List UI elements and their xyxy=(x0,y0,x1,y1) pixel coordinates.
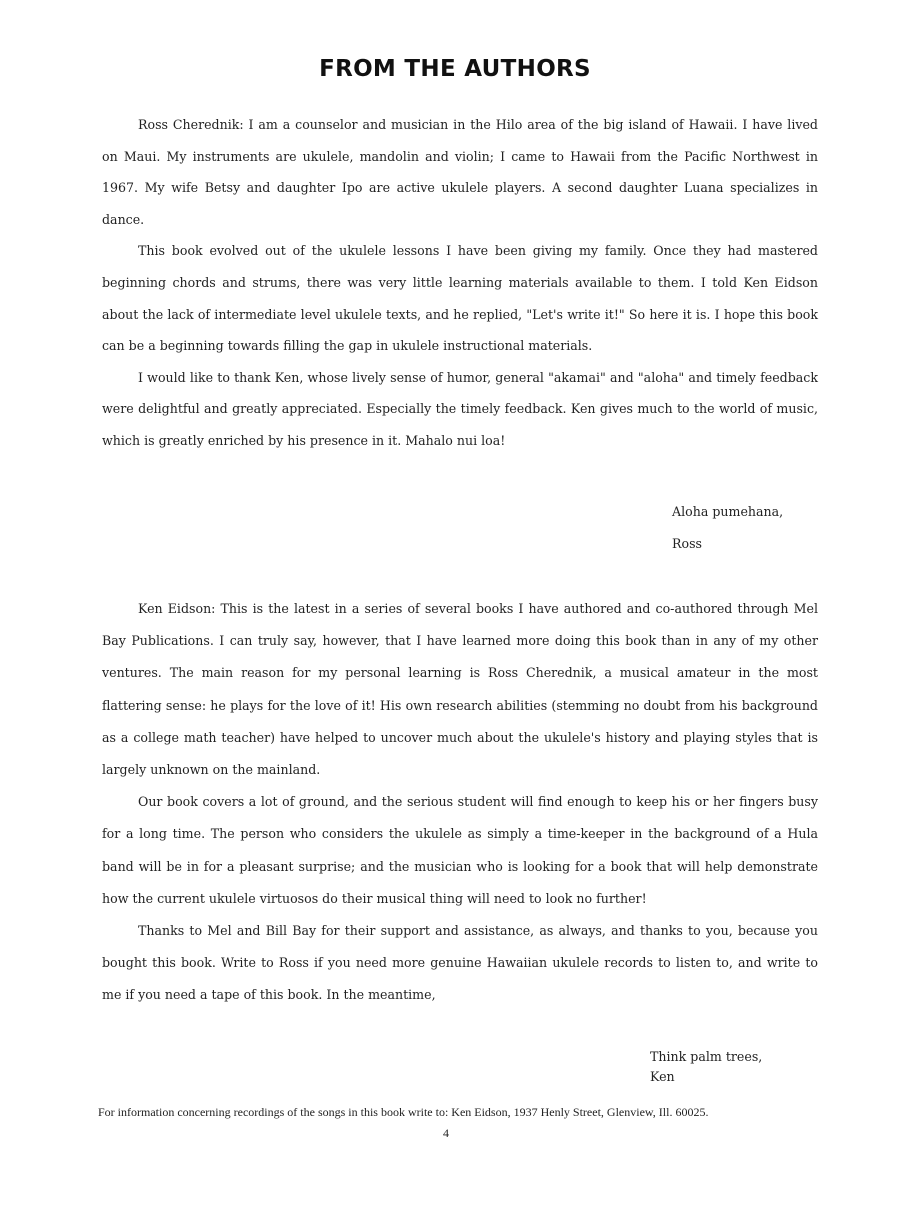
ken-paragraph-3: Thanks to Mel and Bill Bay for their support and assistance, as always, and thanks to you, because you bought this book. Write to Ross if you need more genuine Hawaiian ukulele records to listen to, and write to me if you need a tape of this book. In the meantime, xyxy=(102,923,818,1003)
ken-signature: Ken xyxy=(650,1069,675,1084)
page-title: FROM THE AUTHORS xyxy=(319,56,591,82)
ross-paragraph-3: I would like to thank Ken, whose lively sense of humor, general "akamai" and "aloha" and timely feedback were delightful and greatly appreciated. Especially the timely feedback. Ken gives much to the world of music, which is greatly enriched by his presence in it. Mahalo nui loa! xyxy=(102,369,818,448)
page-number: 4 xyxy=(443,1126,449,1140)
ken-closing: Think palm trees, xyxy=(650,1049,763,1064)
ken-signoff xyxy=(650,1047,762,1087)
footnote: For information concerning recordings of the songs in this book write to: Ken Eidson, 1937 Henly Street, Glenview, Ill. 60025. xyxy=(98,1105,709,1119)
ross-signature: Ross xyxy=(672,536,702,551)
ken-paragraph-1: Ken Eidson: This is the latest in a series of several books I have authored and co-authored through Mel Bay Publications. I can truly say, however, that I have learned more doing this book than in any of my other ventures. The main reason for my personal learning is Ross Cherednik, a musical amateur in the most flattering sense: he plays for the love of it! His own research abilities (stemming no doubt from his background as a college math teacher) have helped to uncover much about the ukulele's history and playing styles that is largely unknown on the mainland. xyxy=(102,601,818,778)
ken-section xyxy=(102,593,818,1012)
ross-paragraph-1: Ross Cherednik: I am a counselor and musician in the Hilo area of the big island of Hawaii. I have lived on Maui. My instruments are ukulele, mandolin and violin; I came to Hawaii from the Pacific Northwest in 1967. My wife Betsy and daughter Ipo are active ukulele players. A second daughter Luana specializes in dance. xyxy=(102,117,818,227)
ross-signoff xyxy=(672,496,783,560)
ross-section xyxy=(102,109,818,457)
ross-paragraph-2: This book evolved out of the ukulele lessons I have been giving my family. Once they had mastered beginning chords and strums, there was very little learning materials available to them. I told Ken Eidson about the lack of intermediate level ukulele texts, and he replied, "Let's write it!" So here it is. I hope this book can be a beginning towards filling the gap in ukulele instructional materials. xyxy=(102,243,818,354)
ken-paragraph-2: Our book covers a lot of ground, and the serious student will find enough to keep his or her fingers busy for a long time. The person who considers the ukulele as simply a time-keeper in the background of a Hula band will be in for a pleasant surprise; and the musician who is looking for a book that will help demonstrate how the current ukulele virtuosos do their musical thing will need to look no further! xyxy=(102,794,818,906)
ross-closing: Aloha pumehana, xyxy=(672,504,784,519)
